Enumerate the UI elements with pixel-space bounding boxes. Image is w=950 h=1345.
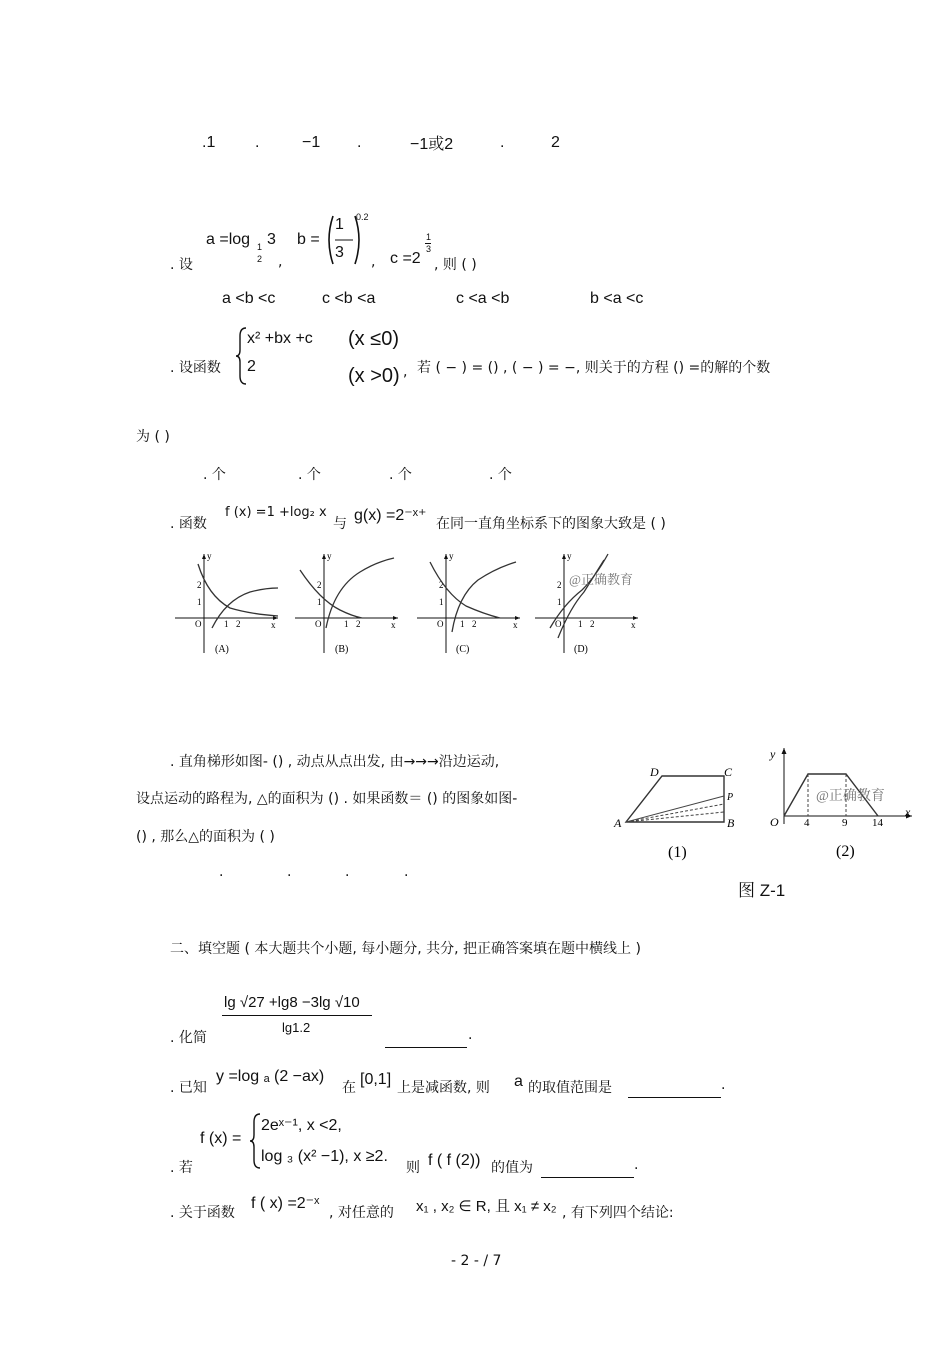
q7-interval: [0,1] — [360, 1071, 392, 1088]
q8-answer-blank[interactable] — [541, 1159, 634, 1178]
q2-a-sub-den: 2 — [257, 254, 263, 264]
q2-c-exp-den: 3 — [426, 244, 432, 254]
q5-line2: 设点运动的路程为, △的面积为 () . 如果函数＝ () 的图象如图- — [136, 791, 518, 807]
q4-prefix: . 函数 — [170, 516, 207, 532]
q3-tail: 若 ( − ) = () , ( − ) = −, 则关于的方程 () =的解的个数 — [417, 360, 771, 376]
q1-option-d: 2 — [551, 134, 560, 151]
q3-option-a: . 个 — [203, 467, 226, 483]
q1-option-d-mark: . — [500, 134, 505, 151]
q9-expr: f ( x) =2⁻ˣ — [251, 1195, 320, 1212]
q2-b-exp: 0.2 — [356, 212, 369, 222]
q1-option-b-mark: . — [255, 134, 260, 151]
q8-tail: 的值为 — [491, 1160, 533, 1176]
q4-graph-a — [170, 548, 285, 662]
q2-comma1: , — [278, 254, 283, 270]
q2-comma2: , — [371, 254, 376, 270]
q1-option-c: −1或2 — [410, 136, 454, 153]
q4-graph-c-svg — [412, 548, 527, 658]
q7-tail: 的取值范围是 — [528, 1080, 612, 1096]
q5-fig2-tick-4: 4 — [804, 817, 810, 829]
q4-graph-b — [290, 548, 405, 662]
q6-answer-blank[interactable] — [385, 1029, 467, 1048]
q6-denominator: lg1.2 — [282, 1020, 311, 1035]
q5-line1: . 直角梯形如图- () , 动点从点出发, 由→→→沿边运动, — [170, 754, 500, 770]
q4-a-axis-y: y — [207, 551, 212, 561]
q5-figure-1 — [610, 760, 750, 874]
q5-fig2-tick-9: 9 — [842, 817, 848, 829]
q4-graph-d — [530, 548, 645, 662]
q5-fig2-axis-x: x — [905, 805, 911, 819]
q4-b-tick2: 2 — [356, 619, 361, 629]
q2-a-sub-num: 1 — [257, 242, 263, 252]
q8-lhs: f (x) = — [200, 1130, 242, 1147]
q5-figure-2-svg — [762, 742, 922, 866]
q5-fig2-tick-14: 14 — [872, 817, 883, 829]
q7-end: . — [721, 1077, 726, 1093]
q4-a-label: (A) — [215, 644, 229, 655]
page-number: - 2 - / 7 — [451, 1253, 502, 1269]
q5-figure-1-svg — [610, 760, 750, 870]
q2-prefix: . 设 — [170, 257, 193, 273]
q7-mid: 在 — [342, 1080, 356, 1096]
q2-option-b: c <b <a — [322, 290, 376, 307]
q2-a-val: 3 — [267, 231, 276, 248]
q5-figure-caption: 图 Z-1 — [738, 881, 786, 900]
q4-a-axis-x: x — [271, 620, 276, 630]
q4-mid: 与 — [333, 516, 347, 532]
q4-b-ytick1: 1 — [317, 597, 322, 607]
q3-option-d: . 个 — [489, 467, 512, 483]
q5-fig2-axis-y: y — [770, 747, 776, 761]
q1-option-b: −1 — [302, 134, 321, 151]
q4-tail: 在同一直角坐标系下的图象大致是 ( ) — [436, 516, 666, 532]
q5-fig1-caption: (1) — [668, 844, 687, 861]
q4-a-origin: O — [195, 619, 202, 629]
q2-c-lhs: c =2 — [390, 250, 421, 267]
q5-fig1-label-p: P — [727, 792, 734, 803]
q8-case1: 2eˣ⁻¹, x <2, — [261, 1117, 342, 1134]
q1-option-c-mark: . — [357, 134, 362, 151]
q2-b-lhs: b = — [297, 231, 320, 248]
q4-g: g(x) =2⁻ˣ⁺ — [354, 507, 427, 524]
q8-end: . — [634, 1157, 639, 1173]
q4-a-ytick1: 1 — [197, 597, 202, 607]
q4-b-origin: O — [315, 619, 322, 629]
q4-d-watermark: @正确教育 — [569, 572, 633, 587]
q8-prefix: . 若 — [170, 1160, 193, 1176]
q3-case2: 2 — [247, 358, 256, 375]
q2-c-exp-num: 1 — [426, 232, 432, 242]
q4-b-axis-x: x — [391, 620, 396, 630]
q4-d-axis-y: y — [567, 551, 572, 561]
q2-option-c: c <a <b — [456, 290, 510, 307]
q4-f: f (x) =1 +log₂ x — [225, 505, 327, 520]
q5-option-a: . — [219, 864, 224, 880]
q5-option-d: . — [404, 864, 409, 880]
q5-option-b: . — [287, 864, 292, 880]
section-2-heading: 二、填空题 ( 本大题共个小题, 每小题分, 共分, 把正确答案填在题中横线上 ) — [170, 941, 641, 957]
q3-prefix: . 设函数 — [170, 360, 221, 376]
q4-b-ytick2: 2 — [317, 580, 322, 590]
q3-case1: x² +bx +c — [247, 330, 313, 347]
q4-c-origin: O — [437, 619, 444, 629]
q7-mid2: 上是减函数, 则 — [397, 1080, 490, 1096]
q9-mid: , 对任意的 — [329, 1205, 394, 1221]
q4-graph-c — [412, 548, 527, 662]
q5-fig2-watermark: @正确教育 — [816, 789, 885, 804]
q5-option-c: . — [345, 864, 350, 880]
q4-c-ytick1: 1 — [439, 597, 444, 607]
q4-graph-b-svg — [290, 548, 405, 658]
q6-end: . — [468, 1027, 473, 1043]
q8-mid: 则 — [406, 1160, 420, 1176]
q6-numerator: lg √27 +lg8 −3lg √10 — [224, 994, 360, 1011]
q3-option-b: . 个 — [298, 467, 321, 483]
q4-c-tick2: 2 — [472, 619, 477, 629]
q4-d-ytick2: 2 — [557, 580, 562, 590]
q2-tail: , 则 ( ) — [434, 257, 477, 273]
q9-vars: x₁ , x₂ ∈ R, 且 x₁ ≠ x₂ — [416, 1198, 557, 1215]
q7-var: a — [514, 1073, 523, 1090]
q5-fig1-label-c: C — [724, 765, 733, 779]
q1-option-a: .1 — [202, 134, 216, 151]
q7-answer-blank[interactable] — [628, 1079, 721, 1098]
q2-a-lhs: a =log — [206, 231, 251, 248]
q5-fig1-label-d: D — [650, 765, 659, 779]
q5-fig2-caption: (2) — [836, 843, 855, 860]
q6-prefix: . 化简 — [170, 1030, 207, 1046]
q4-d-axis-x: x — [631, 620, 636, 630]
q5-fig1-label-b: B — [727, 816, 735, 830]
q4-c-axis-y: y — [449, 551, 454, 561]
q5-fig1-label-a: A — [614, 816, 622, 830]
q2-b-num: 1 — [335, 216, 344, 233]
q3-comma: , — [403, 364, 408, 380]
q3-line2: 为 ( ) — [136, 429, 170, 445]
q9-tail: , 有下列四个结论: — [562, 1205, 674, 1221]
q4-b-axis-y: y — [327, 551, 332, 561]
q4-c-label: (C) — [456, 644, 470, 655]
q8-expr: f ( f (2)) — [428, 1152, 481, 1169]
q4-a-tick2: 2 — [236, 619, 241, 629]
q4-d-tick2: 2 — [590, 619, 595, 629]
q2-b-den: 3 — [335, 244, 344, 261]
q8-case2: log ₃ (x² −1), x ≥2. — [261, 1148, 388, 1165]
q4-c-ytick2: 2 — [439, 580, 444, 590]
q4-a-tick1: 1 — [224, 619, 229, 629]
q4-b-label: (B) — [335, 644, 349, 655]
q7-prefix: . 已知 — [170, 1080, 207, 1096]
q4-d-tick1: 1 — [578, 619, 583, 629]
q4-b-tick1: 1 — [344, 619, 349, 629]
q5-figure-2 — [762, 742, 922, 870]
q4-d-label: (D) — [574, 644, 588, 655]
q3-option-c: . 个 — [389, 467, 412, 483]
q2-option-a: a <b <c — [222, 290, 276, 307]
q5-line3: () , 那么△的面积为 ( ) — [136, 829, 275, 845]
q4-graph-a-svg — [170, 548, 285, 658]
q4-c-tick1: 1 — [460, 619, 465, 629]
q3-case1-cond: (x ≤0) — [348, 328, 399, 350]
q4-d-origin: O — [555, 619, 562, 629]
q4-d-ytick1: 1 — [557, 597, 562, 607]
q7-expr: y =log ₐ (2 −ax) — [216, 1068, 325, 1085]
q4-c-axis-x: x — [513, 620, 518, 630]
q3-case2-cond: (x >0) — [348, 365, 400, 387]
q4-graph-d-svg — [530, 548, 645, 658]
q4-a-ytick2: 2 — [197, 580, 202, 590]
q6-fraction-bar — [222, 1015, 372, 1016]
q5-fig2-origin: O — [770, 815, 779, 829]
q2-option-d: b <a <c — [590, 290, 644, 307]
q9-prefix: . 关于函数 — [170, 1205, 235, 1221]
